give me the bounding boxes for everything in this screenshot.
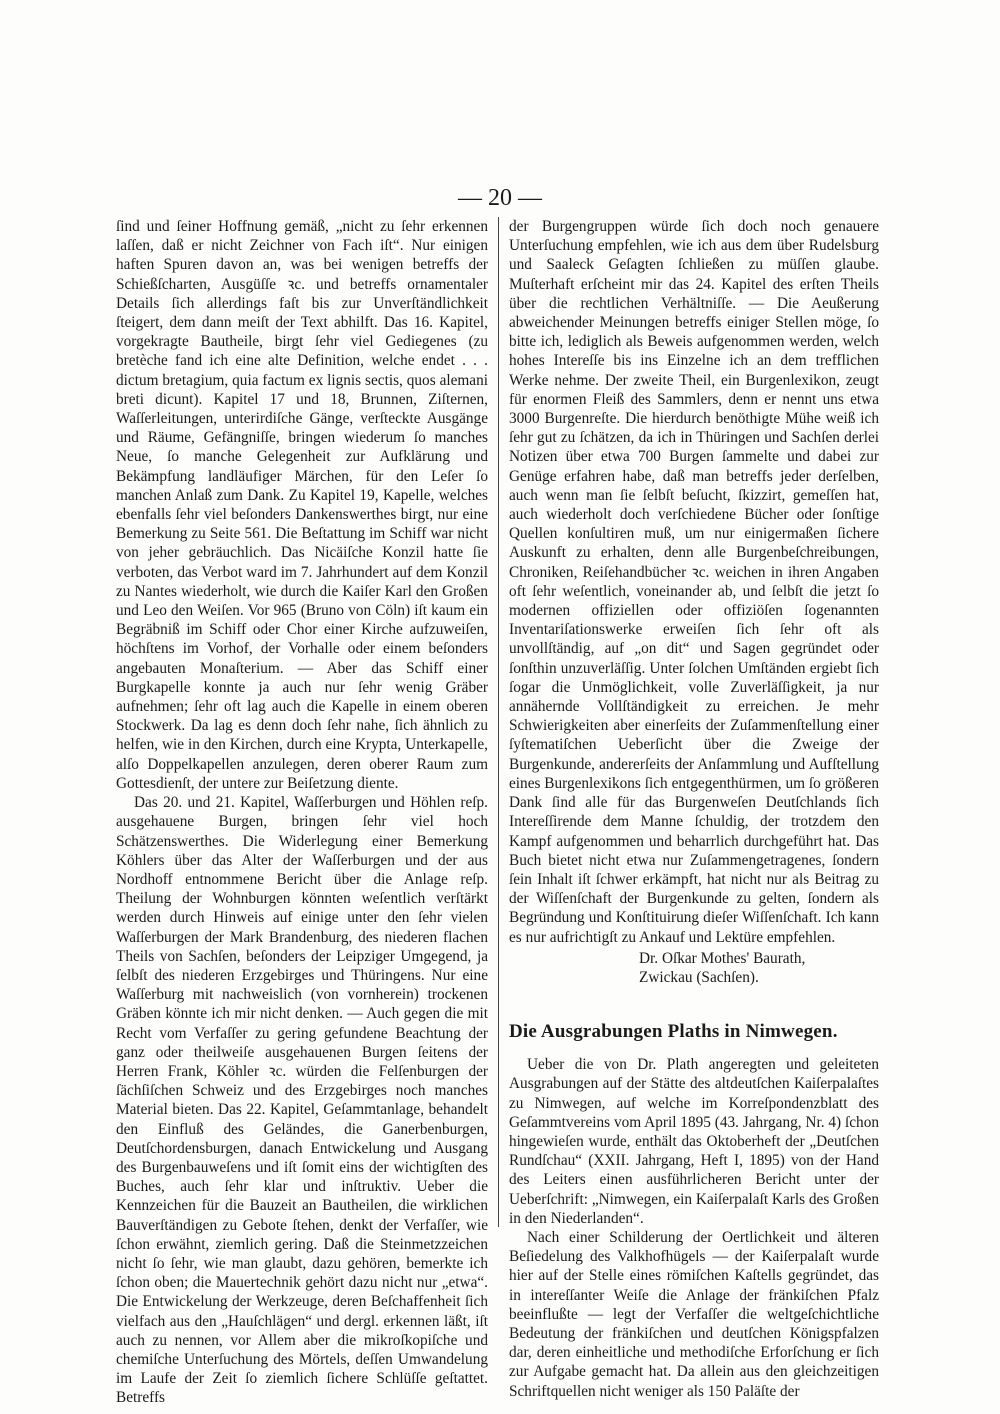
signature-name: Dr. Oſkar Mothes' Baurath, xyxy=(639,949,806,967)
review-continuation-paragraph: der Burgengruppen würde ſich doch noch genauere Unterſuchung empfehlen, wie ich aus dem über Rudelsburg und Saaleck Geſagten ſchließen zu müſſen glaube. Muſterhaft erſcheint mir das 24. Kapitel des erſten Theils über die rechtlichen Verhältniſſe. — Die Aeußerung abweichender Meinungen betreffs einiger Stellen möge, ſo bitte ich, lediglich als Beweis aufgenommen werden, welch hohes Intereſſe bis ins Einzelne ich an dem trefflichen Werke nehme. Der zweite Theil, ein Burgenlexikon, zeugt für enormen Fleiß des Sammlers, denn er nennt uns etwa 3000 Burgenreſte. Die hierdurch benöthigte Mühe weiß ich ſehr gut zu ſchätzen, da ich in Thüringen und Sachſen derlei Notizen über etwa 700 Burgen ſammelte und dabei zur Genüge erfahren habe, daß man betreffs jeder derſelben, auch wenn man ſie ſelbſt beſucht, ſkizzirt, gemeſſen hat, auch wiederholt doch verſchiedene Bücher oder ſonſtige Quellen konſultiren muß, um nur einigermaßen ſichere Auskunft zu erhalten, denn alle Burgenbeſchreibungen, Chroniken, Reiſehandbücher ꝛc. weichen in ihren Angaben oft ſehr weſentlich, voneinander ab, und ſelbſt die jetzt ſo modernen offiziellen oder offiziöſen ſogenannten Inventariſationswerke erweiſen ſich ſehr oft als unvollſtändig, auf „on dit“ und Sagen gegründet oder ſonſthin unzuverläſſig. Unter ſolchen Umſtänden ergiebt ſich ſogar die Unmöglichkeit, volle Zuverläſſigkeit, ja nur annähernde Vollſtändigkeit zu erreichen. Je mehr Schwierigkeiten aber einerſeits der Zuſammenſtellung einer ſyſtematiſchen Ueberſicht über die Zweige der Burgenkunde, andererſeits der Anſammlung und Aufſtellung eines Burgenlexikons ſich entgegenthürmen, um ſo größeren Dank ſind alle für das Burgenweſen Deutſchlands ſich Intereſſirende dem Manne ſchuldig, der trotzdem den Kampf aufgenommen und beharrlich durchgeführt hat. Das Buch bietet nicht etwa nur Zuſammengetragenes, ſondern ſein Inhalt iſt ſchwer erkämpft, hat nicht nur als Beitrag zu der Wiſſenſchaft der Burgenkunde zu gelten, ſondern als Begründung und Konſtituirung dieſer Wiſſenſchaft. Ich kann es nur aufrichtigſt zu Ankauf und Lektüre empfehlen. xyxy=(509,218,879,946)
column-divider xyxy=(498,217,499,1227)
article-heading: Die Ausgrabungen Plaths in Nimwegen. xyxy=(509,1021,838,1043)
article-paragraph-1: Ueber die von Dr. Plath angeregten und geleiteten Ausgrabungen auf der Stätte des altdeutſchen Kaiſerpalaſtes zu Nimwegen, auf welche im Korreſpondenzblatt des Geſammtvereins vom April 1895 (43. Jahrgang, Nr. 4) ſchon hingewieſen wurde, enthält das Oktoberheft der „Deutſchen Rundſchau“ (XXII. Jahrgang, Heft I, 1895) von der Hand des Leiters einen ausführlicheren Bericht unter der Ueberſchrift: „Nimwegen, ein Kaiſerpalaſt Karls des Großen in den Niederlanden“. xyxy=(509,1056,879,1227)
left-paragraph-2: Das 20. und 21. Kapitel, Waſſerburgen und Höhlen reſp. ausgehauene Burgen, bringen ſehr viel hoch Schätzenswerthes. Die Widerlegung einer Bemerkung Köhlers über das Alter der Waſſerburgen und der aus Nordhoff entnommene Bericht über die Anlage reſp. Theilung der Wohnburgen könnten weſentlich verſtärkt werden durch Hinweis auf einige unter den ſehr vielen Waſſerburgen der Mark Brandenburg, des niederen flachen Theils von Sachſen, beſonders der Leipziger Umgegend, ja ſelbſt des niederen Erzgebirges und Thüringens. Nur eine Waſſerburg mit nachweislich (von vornherein) trockenen Gräben könnte ich mir nicht denken. — Auch gegen die mit Recht vom Verfaſſer zu gering gefundene Beachtung der ganz oder theilweiſe ausgehauenen Burgen ſeitens der Herren Frank, Köhler ꝛc. würden die Felſenburgen der ſächſiſchen Schweiz und des Erzgebirges noch manches Material bieten. Das 22. Kapitel, Geſammtanlage, behandelt den Einfluß des Geländes, die Ganerbenburgen, Deutſchordensburgen, danach Entwickelung und Ausgang des Burgenbauweſens und iſt ſomit eins der wichtigſten des Buches, auch ſehr klar und inſtruktiv. Ueber die Kennzeichen für die Bauzeit an Bautheilen, die wirklichen Bauverſtändigen zu Gebote ſtehen, denkt der Verfaſſer, wie ſchon erwähnt, ziemlich gering. Daß die Steinmetzzeichen nicht ſo ſehr, wie man glaubt, dazu gehören, bemerkte ich ſchon oben; die Mauertechnik gehört dazu nicht nur „etwa“. Die Entwickelung der Werkzeuge, deren Beſchaffenheit ſich vielfach aus den „Hauſchlägen“ und dergl. erkennen läßt, iſt auch zu nennen, vor Allem aber die mikroſkopiſche und chemiſche Unterſuchung des Mörtels, deſſen Umwandelung im Laufe der Zeit ſo ziemlich ſichere Schlüſſe geſtattet. Betreffs xyxy=(116,794,488,1407)
signature-place: Zwickau (Sachſen). xyxy=(639,968,759,986)
left-paragraph-1: ſind und ſeiner Hoffnung gemäß, „nicht zu ſehr erkennen laſſen, daß er nicht Zeichner von Fach iſt“. Nur einigen haften Spuren davon an, was bei wenigen betreffs der Schießſcharten, Ausgüſſe ꝛc. und betreffs ornamentaler Details ſich allerdings faſt bis zur Unverſtändlichkeit ſteigert, dem dann meiſt der Text abhilft. Das 16. Kapitel, vorgekragte Bautheile, birgt ſehr viel Gediegenes (zu bretèche fand ich eine alte Definition, welche endet . . . dictum bretagium, quia factum ex lignis sectis, quos alemani breti dicunt). Kapitel 17 und 18, Brunnen, Ziſternen, Waſſerleitungen, unterirdiſche Gänge, verſteckte Ausgänge und Räume, Gefängniſſe, bringen wiederum ſo manches Neue, ſo manche Gelegenheit zur Aufklärung und Bekämpfung landläufiger Märchen, für den Leſer ſo manchen Anlaß zum Dank. Zu Kapitel 19, Kapelle, welches ebenfalls ſehr viel beſonders Dankenswerthes birgt, nur eine Bemerkung zu Seite 561. Die Beſtattung im Schiff war nicht von jeher gebräuchlich. Das Nicäiſche Konzil hatte ſie verboten, das Verbot ward im 7. Jahrhundert auf dem Konzil zu Nantes wiederholt, wie durch die Kaiſer Karl den Großen und Leo den Weiſen. Vor 965 (Bruno von Cöln) iſt kaum ein Begräbniß im Schiff oder Chor einer Kirche aufzuweiſen, höchſtens im Vorhof, der Vorhalle oder einem beſonders angebauten Monaſterium. — Aber das Schiff einer Burgkapelle konnte ja auch nur ſehr wenig Gräber aufnehmen; ſehr oft lag auch die Kapelle in einem oberen Stockwerk. Da lag es denn doch ſehr nahe, ſich ähnlich zu helfen, wie in den Kirchen, durch eine Krypta, Unterkapelle, alſo Doppelkapellen anzulegen, deren oberer Raum zum Gottesdienſt, der untere zur Beiſetzung diente. xyxy=(116,218,488,792)
article-paragraph-2: Nach einer Schilderung der Oertlichkeit und älteren Beſiedelung des Valkhofhügels — der Kaiſerpalaſt wurde hier auf der Stelle eines römiſchen Kaſtells gegründet, das in intereſſanter Weiſe die Anlage der fränkiſchen Pfalz beeinflußte — legt der Verfaſſer die weltgeſchichtliche Bedeutung der fränkiſchen und deutſchen Königspfalzen dar, deren einheitliche und methodiſche Erforſchung er ſich zur Aufgabe gemacht hat. Da allein aus den gleichzeitigen Schriftquellen nicht weniger als 150 Paläſte der xyxy=(509,1228,879,1400)
right-column xyxy=(509,217,879,1401)
left-column xyxy=(116,217,488,1408)
page-number: — 20 — xyxy=(458,185,542,211)
review-signature xyxy=(509,949,879,987)
